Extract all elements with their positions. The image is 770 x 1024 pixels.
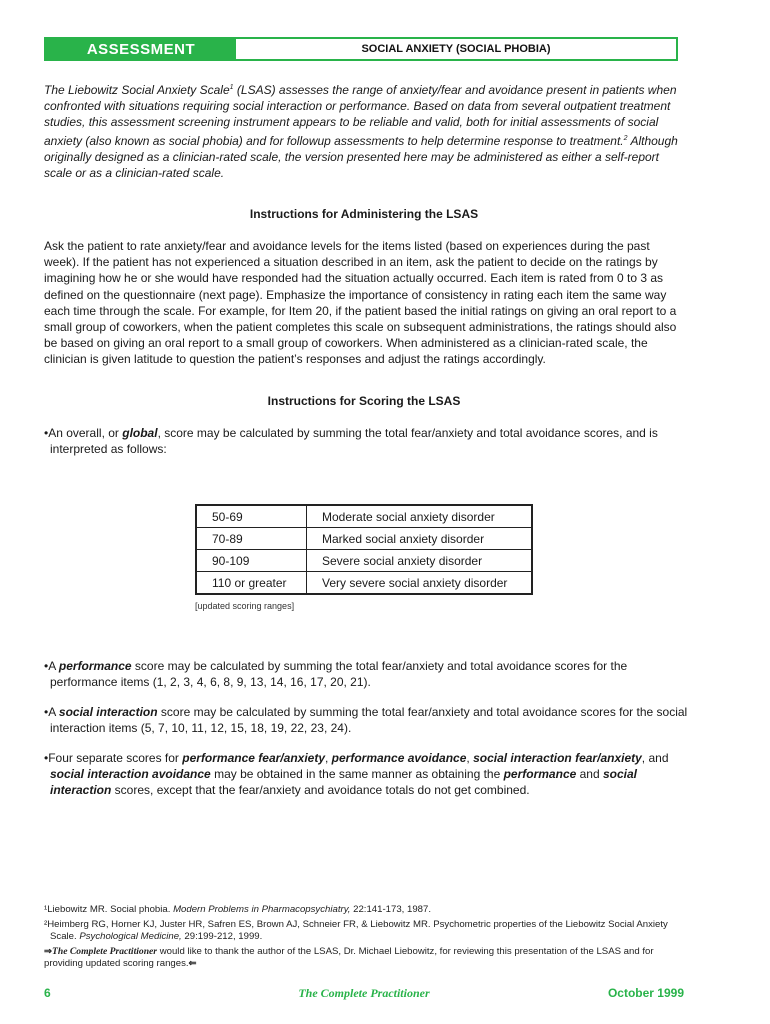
score-interpretation: Moderate social anxiety disorder xyxy=(307,505,533,528)
page-footer xyxy=(44,986,684,1002)
scoring-heading: Instructions for Scoring the LSAS xyxy=(267,394,461,408)
logo-arrow-icon: ⇒ xyxy=(44,945,53,957)
table-row xyxy=(196,505,532,528)
section-header xyxy=(44,37,678,61)
administering-paragraph: Ask the patient to rate anxiety/fear and avoidance levels for the items listed (based on experiences during the past week). If the patient has not experienced a situation described in an item, ask the patient to decide on the ratings by imagining how he or she would have responded had the situation actually occurred. Each item is rated from 0 to 3 as defined on the questionnaire (next page). Emphasize the importance of consistency in rating each item the same way each time through the scale. For example, for Item 20, if the patient based the initial ratings on giving an oral report to a small group of coworkers, when the patient completes this scale on subsequent administrations, the ratings should also be based on giving an oral report to a small group of coworkers. When administered as a clinician-rated scale, the clinician is given latitude to question the patient’s responses and adjust the ratings accordingly. xyxy=(44,239,677,367)
footer-date: October 1999 xyxy=(607,986,684,1000)
logo-arrow-end-icon: ⇐ xyxy=(188,958,197,969)
acknowledgement: ⇒The Complete Practitioner would like to thank the author of the LSAS, Dr. Michael Liebowitz, for reviewing this presentation of the LSAS and for providing updated scoring ranges.⇐ xyxy=(44,945,654,969)
footnotes xyxy=(44,904,684,973)
score-interpretation: Severe social anxiety disorder xyxy=(307,550,533,572)
table-caption: [updated scoring ranges] xyxy=(195,601,295,611)
scoring-ranges-table xyxy=(195,504,533,595)
separate-scores-paragraph: •Four separate scores for performance fear/anxiety, performance avoidance, social interaction fear/anxiety, and social interaction avoidance may be obtained in the same manner as obtaining the performance and social interaction scores, except that the fear/anxiety and avoidance totals do not get combined. xyxy=(44,751,669,798)
footnote-1: ¹Liebowitz MR. Social phobia. Modern Problems in Pharmacopsychiatry, 22:141-173, 1987. xyxy=(44,904,432,915)
administering-heading: Instructions for Administering the LSAS xyxy=(249,207,479,221)
score-interpretation: Very severe social anxiety disorder xyxy=(307,572,533,595)
intro-paragraph: The Liebowitz Social Anxiety Scale$^1$ (LSAS) assesses the range of anxiety/fear and avoidance present in patients when confronted with situations requiring social interaction or performance. Based on data from several outpatient treatment studies, this assessment screening instrument appears to be reliable and valid, both for initial assessments of social anxiety (also known as social phobia) and for followup assessments to help determine response to treatment.$^2$ Although originally designed as a clinician-rated scale, the version presented here may be administered as either a self-report scale or as a clinician-rated scale. xyxy=(44,83,678,181)
score-range: 110 or greater xyxy=(196,572,307,595)
score-interpretation: Marked social anxiety disorder xyxy=(307,528,533,550)
global-score-paragraph: •An overall, or global, score may be calculated by summing the total fear/anxiety and total avoidance scores, and is interpreted as follows: xyxy=(44,426,658,457)
footnote-2: ²Heimberg RG, Horner KJ, Juster HR, Safren ES, Brown AJ, Schneier FR, & Liebowitz MR. Psychometric properties of the Liebowitz Social Anxiety Scale. Psychological Medicine, 29:199-212, 1999. xyxy=(44,918,668,942)
performance-keyword: performance xyxy=(58,659,132,673)
table-row xyxy=(196,572,532,595)
page-title: SOCIAL ANXIETY (SOCIAL PHOBIA) xyxy=(361,43,551,55)
score-range: 50-69 xyxy=(196,505,307,528)
footnote-ref-2: 2 xyxy=(623,134,628,142)
footnote-ref-1: 1 xyxy=(229,84,234,91)
footer-journal-name: The Complete Practitioner xyxy=(298,986,430,1000)
table-row xyxy=(196,550,532,572)
social-interaction-score-paragraph: •A social interaction score may be calculated by summing the total fear/anxiety and total avoidance scores for the social interaction items (5, 7, 10, 11, 12, 15, 18, 19, 22, 23, 24). xyxy=(44,705,688,736)
table-row xyxy=(196,528,532,550)
performance-score-paragraph: •A performance score may be calculated by summing the total fear/anxiety and total avoidance scores for the performance items (1, 2, 3, 4, 6, 8, 9, 13, 14, 16, 17, 20, 21). xyxy=(44,659,628,690)
section-label: ASSESSMENT xyxy=(46,39,236,59)
page-number: 6 xyxy=(44,986,51,1000)
global-keyword: global xyxy=(122,426,158,440)
score-range: 90-109 xyxy=(196,550,307,572)
score-range: 70-89 xyxy=(196,528,307,550)
social-interaction-keyword: social interaction xyxy=(58,705,158,719)
